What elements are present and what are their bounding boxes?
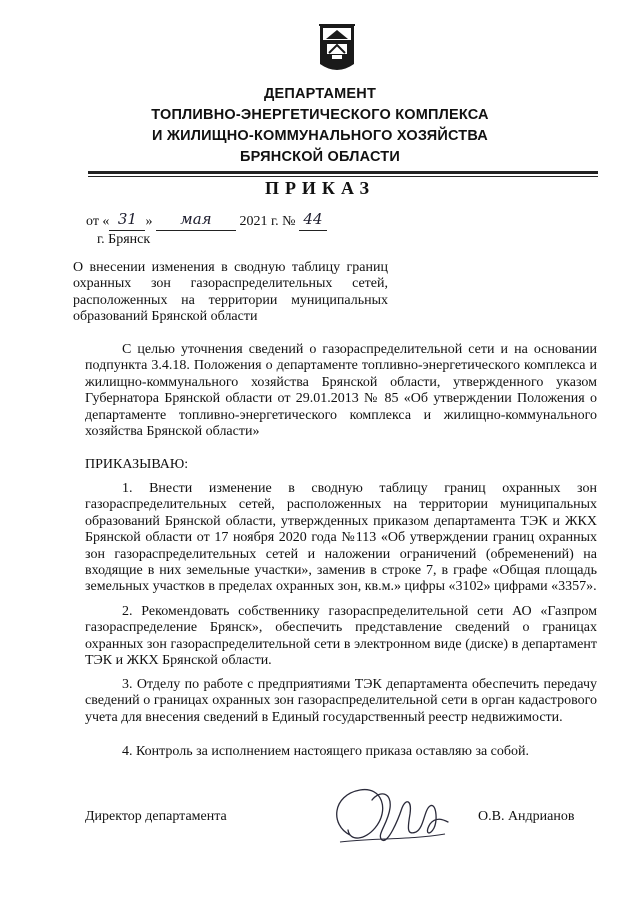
order-item-1: 1. Внести изменение в сводную таблицу границ охранных зон газораспределительных сетей, расположенных на территории муниципальных образований Брянской области, утвержденных приказом департамента ТЭК и ЖКХ Брянской области от 17 ноября 2020 года №113 «Об утверждении границ охранных зон газораспределительных сетей и наложении ограничений (обременений) на входящие в них земельные участки», заменив в строке 7, в графе «Общая площадь земельных участков в пределах охранных зон, кв.м.» цифры «3102» цифрами «3357». (85, 481, 597, 595)
order-subject: О внесении изменения в сводную таблицу границ охранных зон газораспределительных сетей, расположенных на территории муниципальных образований Брянской области (73, 260, 388, 324)
date-year: 2021 г. (239, 214, 279, 229)
preamble-paragraph: С целью уточнения сведений о газораспределительной сети и на основании подпункта 3.4.18. Положения о департаменте топливно-энергетического комплекса и жилищно-коммунального хозяйства Брянской области, утвержденного указом Губернатора Брянской области от 29.01.2013 № 85 «Об утверждении Положения о департаменте топливно-энергетического комплекса и жилищно-коммунального хозяйства Брянской области» (85, 342, 597, 440)
order-item-2: 2. Рекомендовать собственнику газораспределительной сети АО «Газпром газораспределение Брянск», обеспечить представление сведений о границах охранных зон газораспределительной сети в электронном виде (диске) в департамент ТЭК и ЖКХ Брянской области. (85, 604, 597, 669)
department-line-3: И ЖИЛИЩНО-КОММУНАЛЬНОГО ХОЗЯЙСТВА (152, 128, 488, 144)
order-number: 44 (303, 210, 323, 228)
city: г. Брянск (97, 232, 151, 247)
date-month: мая (180, 210, 212, 228)
signatory-position: Директор департамента (85, 809, 227, 824)
handwritten-signature (320, 780, 460, 855)
department-line-4: БРЯНСКОЙ ОБЛАСТИ (240, 149, 400, 165)
date-prefix: от « (86, 214, 110, 229)
coat-of-arms-emblem (318, 24, 356, 74)
signatory-name: О.В. Андрианов (478, 809, 575, 824)
order-number-field (299, 210, 327, 231)
order-word: ПРИКАЗЫВАЮ: (85, 457, 189, 472)
date-line (86, 210, 327, 231)
date-mid: » (145, 214, 153, 229)
date-month-field (156, 210, 236, 231)
order-item-3: 3. Отделу по работе с предприятиями ТЭК департамента обеспечить передачу сведений о границах охранных зон газораспределительной сети в орган кадастрового учета для внесения сведений в Единый государственный реестр недвижимости. (85, 677, 597, 725)
document-title: ПРИКАЗ (264, 178, 376, 198)
number-prefix: № (282, 214, 296, 229)
header-divider-thick (88, 171, 598, 174)
date-day-field (109, 210, 145, 231)
department-line-2: ТОПЛИВНО-ЭНЕРГЕТИЧЕСКОГО КОМПЛЕКСА (151, 107, 489, 123)
department-line-1: ДЕПАРТАМЕНТ (263, 86, 377, 102)
date-day: 31 (117, 210, 137, 228)
order-item-4: 4. Контроль за исполнением настоящего приказа оставляю за собой. (122, 744, 530, 759)
